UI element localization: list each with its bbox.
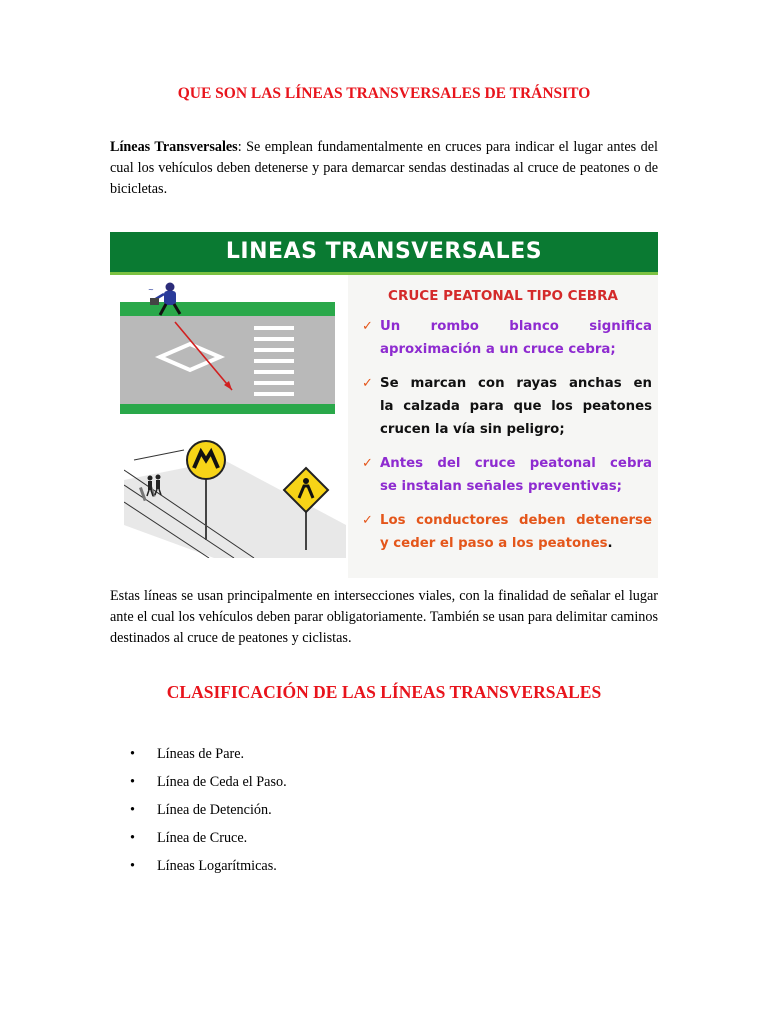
intro-paragraph — [110, 137, 658, 200]
panel-title: CRUCE PEATONAL TIPO CEBRA — [388, 288, 618, 304]
warning-signs-illustration — [124, 430, 346, 558]
svg-text:~: ~ — [148, 286, 154, 294]
check-icon: ✓ — [362, 319, 373, 334]
bullet-icon: • — [130, 802, 135, 818]
panel-item-line: Antes del cruce peatonal cebra — [380, 456, 652, 471]
check-icon: ✓ — [362, 456, 373, 471]
list-item-text: Línea de Detención. — [157, 802, 272, 818]
infographic — [110, 232, 658, 578]
panel-item-period: . — [607, 536, 613, 551]
infographic-banner: LINEAS TRANSVERSALES — [110, 232, 658, 275]
bullet-icon: • — [130, 774, 135, 790]
panel-item — [362, 372, 652, 441]
term-label: Líneas Transversales — [110, 139, 238, 155]
list-item-text: Líneas de Pare. — [157, 746, 245, 762]
panel-item-line: Un rombo blanco significa — [380, 319, 652, 334]
list-item — [130, 824, 287, 852]
panel-item — [362, 452, 652, 498]
list-item — [130, 768, 287, 796]
panel-item-line: crucen la vía sin peligro; — [380, 422, 565, 437]
panel-item-line: se instalan señales preventivas; — [380, 479, 622, 494]
check-icon: ✓ — [362, 376, 373, 391]
panel-item — [362, 509, 652, 555]
list-item-text: Línea de Cruce. — [157, 830, 248, 846]
usage-paragraph: Estas líneas se usan principalmente en intersecciones viales, con la finalidad de señalar el lugar ante el cual los vehículos deben parar obligatoriamente. También se usan para delimitar caminos destinados al cruce de peatones y ciclistas. — [110, 588, 658, 646]
panel-items — [362, 315, 652, 566]
section-heading: CLASIFICACIÓN DE LAS LÍNEAS TRANSVERSALES — [166, 682, 602, 702]
page-title: QUE SON LAS LÍNEAS TRANSVERSALES DE TRÁNSITO — [177, 85, 591, 102]
check-icon: ✓ — [362, 513, 373, 528]
classification-list — [130, 740, 287, 880]
bullet-icon: • — [130, 746, 135, 762]
list-item-text: Líneas Logarítmicas. — [157, 858, 277, 874]
intro-text: : Se emplean fundamentalmente en cruces para indicar el lugar antes del cual los vehículos deben detenerse y para demarcar sendas destinadas al cruce de peatones o de bicicletas. — [110, 139, 658, 197]
list-item — [130, 852, 287, 880]
zebra-crossing-panel — [348, 275, 658, 578]
panel-item-line: Los conductores deben detenerse — [380, 513, 652, 528]
panel-item — [362, 315, 652, 361]
bullet-icon: • — [130, 858, 135, 874]
panel-item-line: la calzada para que los peatones — [380, 399, 652, 414]
zebra-crossing-illustration — [120, 282, 350, 414]
panel-item-line: aproximación a un cruce cebra; — [380, 342, 616, 357]
bullet-icon: • — [130, 830, 135, 846]
panel-item-line: y ceder el paso a los peatones — [380, 536, 608, 551]
list-item-text: Línea de Ceda el Paso. — [157, 774, 287, 790]
list-item — [130, 740, 287, 768]
panel-item-line: Se marcan con rayas anchas en — [380, 376, 652, 391]
list-item — [130, 796, 287, 824]
